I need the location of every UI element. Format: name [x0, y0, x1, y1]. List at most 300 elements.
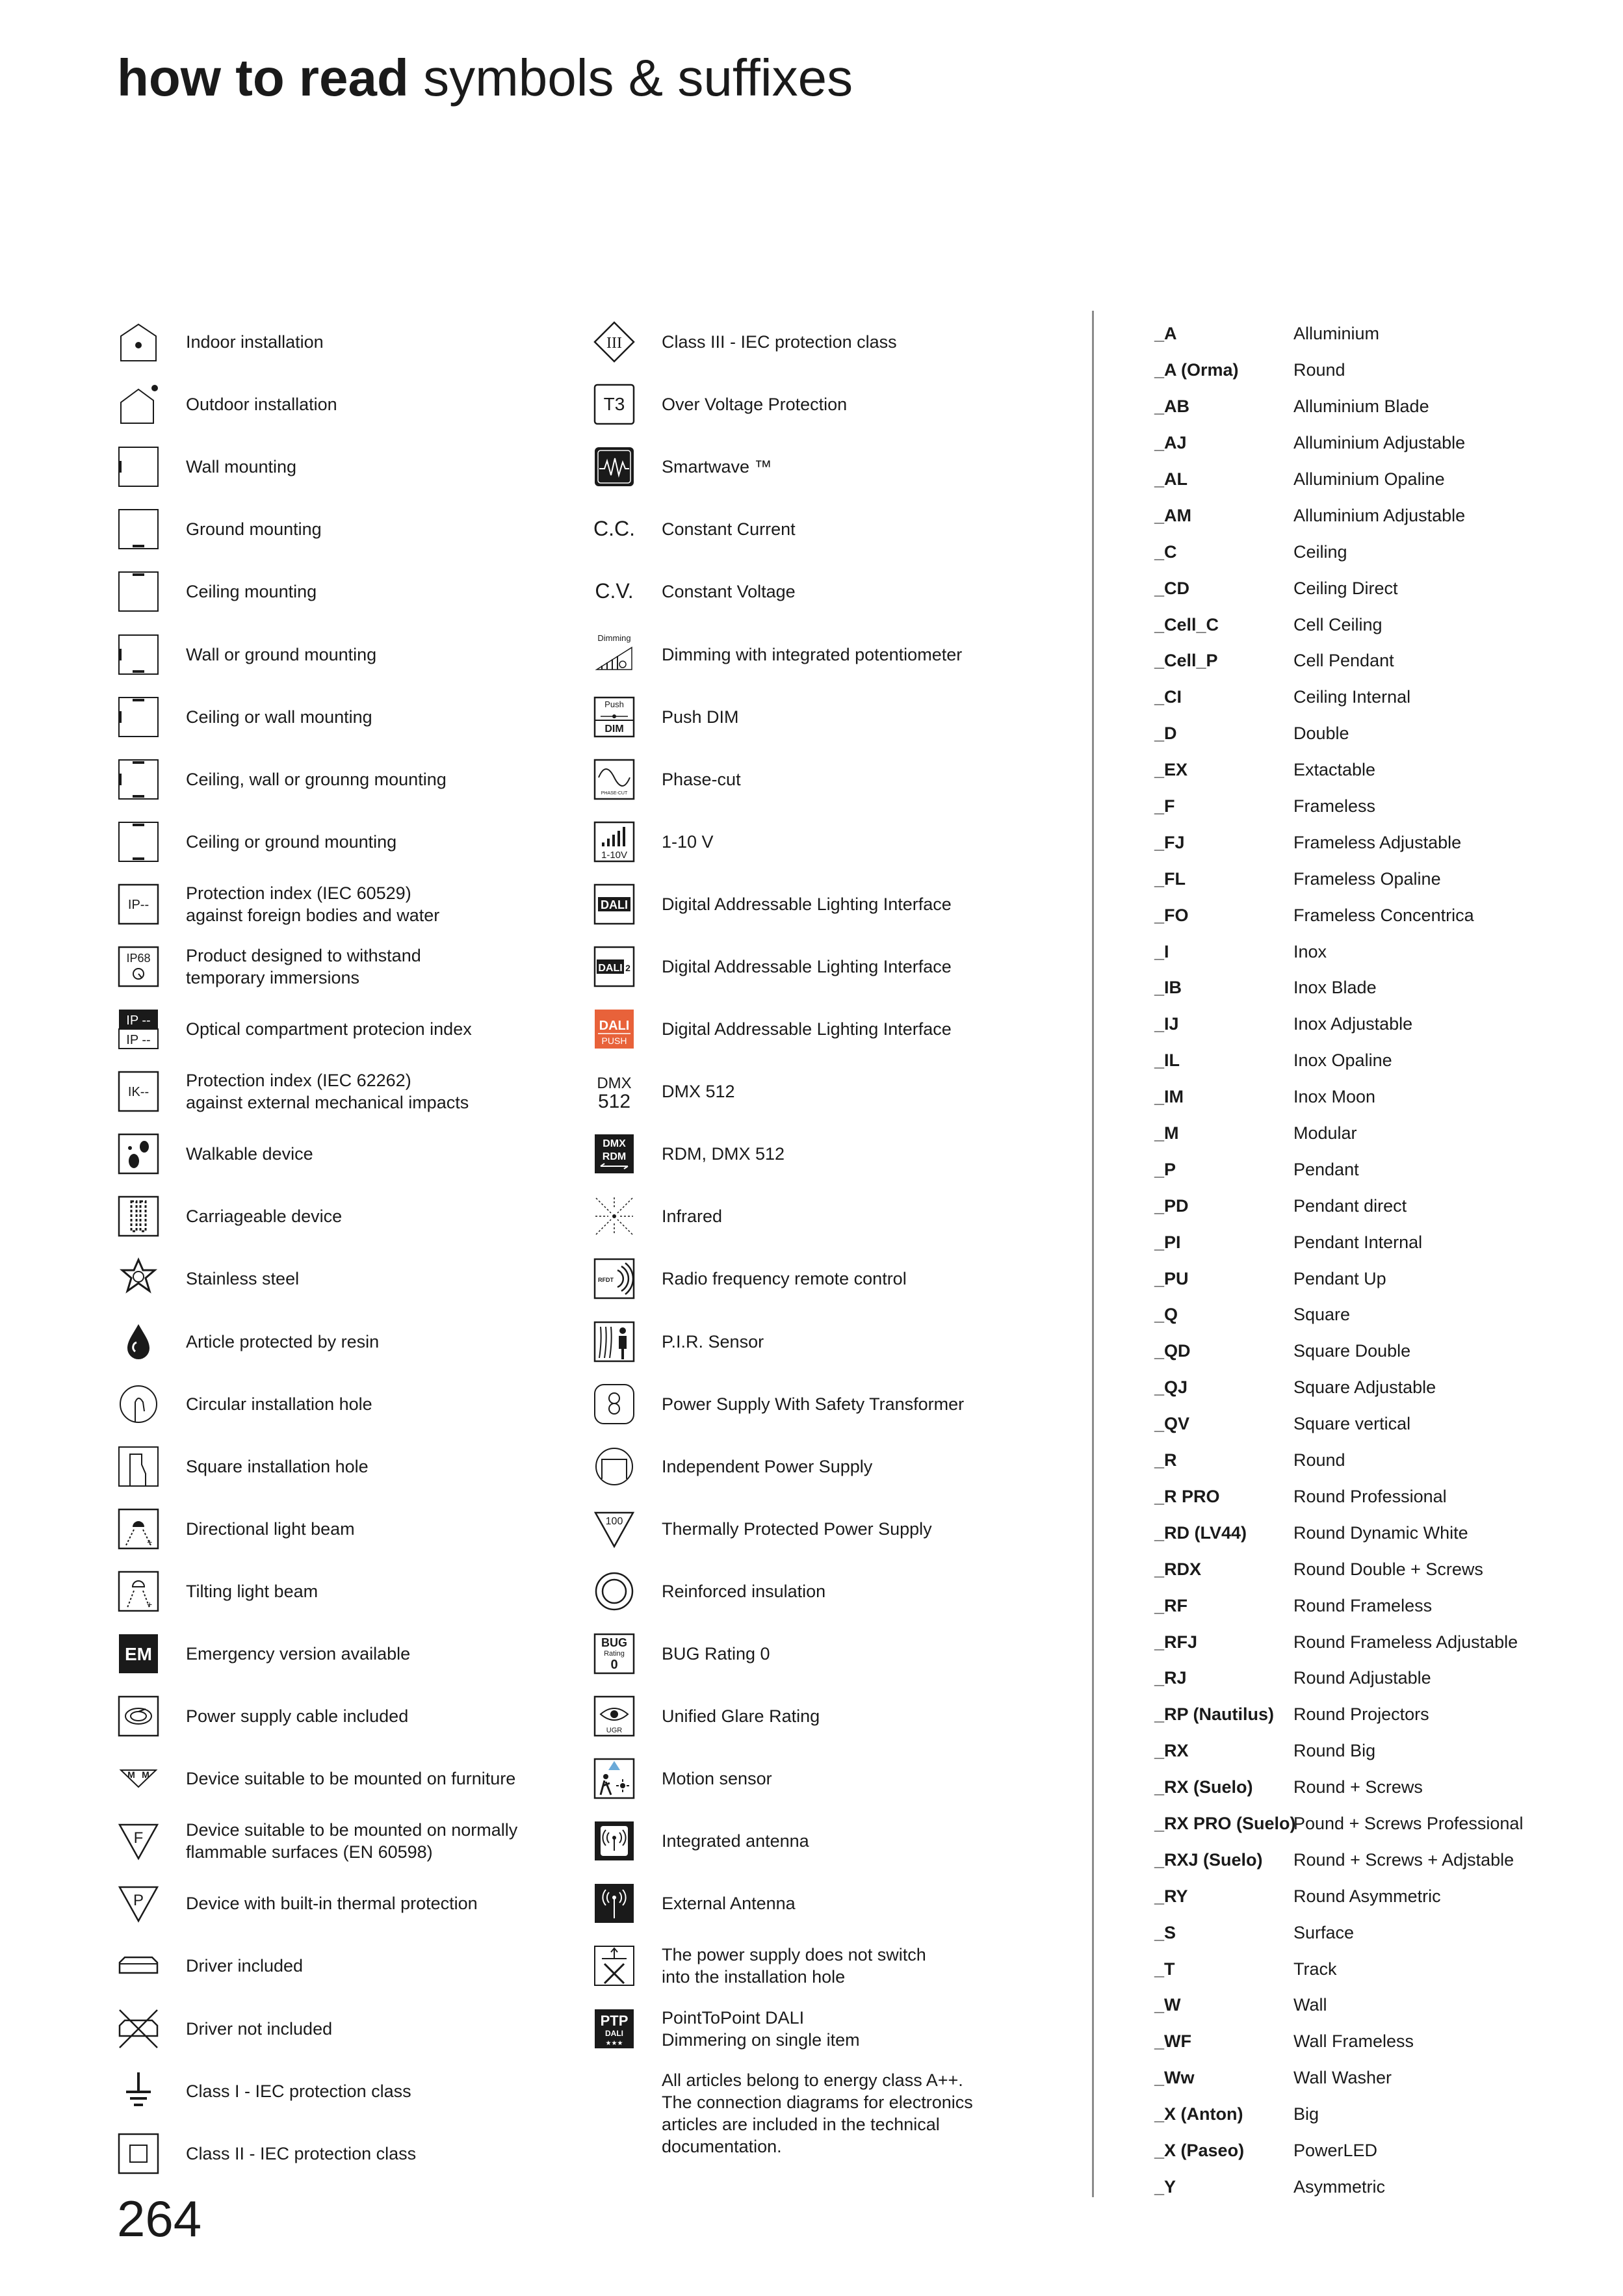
svg-text:BUG: BUG [601, 1636, 627, 1650]
suffix-row [1154, 2060, 1523, 2096]
furniture-mounting-icon [117, 1757, 160, 1800]
suffix-code: _IL [1154, 1050, 1180, 1071]
constant-voltage-icon [593, 570, 636, 613]
power-supply-no-switch-icon [593, 1944, 636, 1987]
suffix-code: _RX (Suelo) [1154, 1777, 1253, 1797]
over-voltage-icon [593, 383, 636, 426]
point-to-point-dali-icon [593, 2007, 636, 2050]
symbol-row [593, 623, 1048, 685]
directional-light-beam-icon [117, 1507, 160, 1550]
symbol-row [117, 2060, 565, 2122]
symbol-row [117, 436, 565, 498]
suffix-row [1154, 1914, 1523, 1951]
dali-push-icon [593, 1008, 636, 1050]
dimming-potentiometer-icon [593, 633, 636, 676]
symbol-label: Dimming with integrated potentiometer [662, 644, 963, 664]
suffix-meaning: Asymmetric [1293, 2176, 1385, 2197]
symbol-label: 1-10 V [662, 831, 714, 852]
svg-text:IP --: IP -- [126, 1013, 151, 1028]
suffix-row [1154, 1297, 1523, 1333]
1-10v-icon [593, 820, 636, 863]
suffix-row [1154, 1806, 1523, 1842]
suffix-row [1154, 1515, 1523, 1551]
suffix-meaning: Inox [1293, 941, 1327, 961]
stainless-steel-icon [117, 1257, 160, 1300]
title-bold: how to read [117, 49, 409, 107]
suffix-code: _FJ [1154, 832, 1185, 852]
suffix-row [1154, 389, 1523, 425]
suffix-code: _I [1154, 941, 1169, 961]
svg-text:DMX: DMX [597, 1075, 632, 1093]
symbol-label: RDM, DMX 512 [662, 1144, 785, 1164]
suffix-meaning: Round Professional [1293, 1486, 1447, 1506]
suffix-row [1154, 716, 1523, 752]
infrared-icon [593, 1195, 636, 1238]
suffix-code: _A (Orma) [1154, 360, 1239, 380]
rdm-dmx-icon [593, 1132, 636, 1175]
suffix-row [1154, 1587, 1523, 1624]
suffix-meaning: Frameless [1293, 796, 1376, 816]
symbol-label: The power supply does not switch into the installation hole [662, 1945, 926, 1987]
suffix-code: _AL [1154, 469, 1188, 489]
column-divider [1092, 311, 1094, 2197]
suffix-meaning: Pound + Screws Professional [1293, 1813, 1524, 1833]
suffix-code: _RXJ (Suelo) [1154, 1849, 1263, 1870]
suffix-code: _EX [1154, 760, 1188, 780]
driver-included-icon [117, 1944, 160, 1987]
symbol-row [593, 1311, 1048, 1373]
suffix-meaning: Round [1293, 360, 1345, 380]
symbol-row [593, 498, 1048, 560]
symbol-row [117, 1123, 565, 1185]
symbol-row [593, 311, 1048, 373]
symbol-label: Phase-cut [662, 769, 741, 789]
svg-text:T3: T3 [603, 394, 625, 415]
symbol-label: Carriageable device [186, 1207, 343, 1227]
suffix-code: _RP (Nautilus) [1154, 1704, 1275, 1725]
ip-protection-icon [117, 883, 160, 926]
suffix-meaning: Alluminium Blade [1293, 397, 1429, 417]
suffix-code: _QV [1154, 1414, 1190, 1434]
class-2-square-icon [117, 2132, 160, 2175]
symbol-row [117, 1060, 565, 1123]
energy-class-note: All articles belong to energy class A++. The connection diagrams for electronics articles are included in the technical documentation. [662, 2070, 973, 2156]
smartwave-icon [593, 445, 636, 488]
suffix-row [1154, 679, 1523, 716]
symbol-label: Independent Power Supply [662, 1456, 873, 1476]
phase-cut-icon [593, 758, 636, 801]
suffix-row [1154, 643, 1523, 679]
suffix-code: _CD [1154, 578, 1190, 598]
symbol-label: Motion sensor [662, 1769, 772, 1789]
suffix-meaning: Frameless Concentrica [1293, 905, 1474, 925]
suffix-meaning: Cell Ceiling [1293, 614, 1383, 634]
optical-compartment-ip-icon [117, 1008, 160, 1050]
svg-text:+: + [147, 1598, 153, 1610]
suffix-meaning: Round Asymmetric [1293, 1886, 1441, 1906]
suffix-code: _S [1154, 1922, 1176, 1942]
symbol-label: Device suitable to be mounted on normally flammable surfaces (EN 60598) [186, 1820, 518, 1862]
symbol-row [117, 1185, 565, 1247]
symbol-label: Tilting light beam [186, 1581, 318, 1601]
svg-text:DMX: DMX [603, 1138, 626, 1150]
svg-text:RFDT: RFDT [598, 1277, 614, 1284]
resin-protected-icon [117, 1320, 160, 1363]
suffix-row [1154, 1224, 1523, 1260]
symbol-row [117, 935, 565, 998]
symbol-row [593, 560, 1048, 623]
suffix-code: _Y [1154, 2176, 1176, 2197]
suffix-row [1154, 570, 1523, 607]
suffix-code: _IM [1154, 1087, 1184, 1107]
symbols-column-2 [593, 311, 1048, 2158]
suffix-meaning: Track [1293, 1959, 1337, 1979]
suffix-row [1154, 2133, 1523, 2169]
suffix-row [1154, 1151, 1523, 1188]
suffix-row [1154, 1697, 1523, 1733]
suffix-row [1154, 607, 1523, 643]
dali-icon [593, 883, 636, 926]
symbol-label: Constant Voltage [662, 582, 796, 602]
suffix-row [1154, 824, 1523, 861]
suffix-row [1154, 789, 1523, 825]
svg-text:0: 0 [610, 1658, 618, 1673]
svg-text:DIM: DIM [604, 723, 624, 735]
suffix-code: _QJ [1154, 1377, 1188, 1398]
unified-glare-icon [593, 1695, 636, 1738]
symbol-row [117, 560, 565, 623]
svg-text:PUSH: PUSH [601, 1036, 627, 1047]
suffix-row [1154, 933, 1523, 970]
svg-text:UGR: UGR [606, 1727, 623, 1735]
ip68-icon [117, 945, 160, 988]
suffix-row [1154, 1624, 1523, 1660]
suffix-meaning: Alluminium Adjustable [1293, 433, 1466, 453]
suffix-code: _RD (LV44) [1154, 1522, 1247, 1543]
suffix-meaning: Big [1293, 2104, 1319, 2124]
symbol-row [593, 686, 1048, 748]
suffix-meaning: Square [1293, 1305, 1351, 1325]
suffix-code: _Ww [1154, 2068, 1195, 2088]
suffix-meaning: Frameless Adjustable [1293, 832, 1462, 852]
symbol-row [593, 748, 1048, 811]
symbol-row [593, 1872, 1048, 1935]
symbol-label: Wall or ground mounting [186, 644, 377, 664]
suffix-meaning: Pendant direct [1293, 1195, 1407, 1216]
symbols-column-1 [117, 311, 565, 2185]
suffix-code: _Cell_C [1154, 614, 1219, 634]
suffix-meaning: Frameless Opaline [1293, 868, 1441, 889]
symbol-label: Integrated antenna [662, 1831, 809, 1851]
suffix-row [1154, 352, 1523, 389]
suffix-code: _RX PRO (Suelo) [1154, 1813, 1296, 1833]
tilting-light-beam-icon [117, 1570, 160, 1613]
suffix-meaning: Inox Opaline [1293, 1050, 1392, 1071]
symbol-label: DMX 512 [662, 1082, 735, 1102]
symbol-row [593, 873, 1048, 935]
emergency-version-icon [117, 1632, 160, 1675]
svg-text:2: 2 [625, 962, 630, 973]
suffix-code: _AM [1154, 505, 1192, 525]
suffix-row [1154, 1769, 1523, 1806]
svg-text:C.C.: C.C. [593, 517, 635, 541]
suffix-row [1154, 1479, 1523, 1515]
symbol-label: Device suitable to be mounted on furniture [186, 1769, 516, 1789]
suffix-code: _RFJ [1154, 1632, 1198, 1652]
svg-text:+: + [147, 1536, 153, 1547]
symbol-row [593, 935, 1048, 998]
symbol-label: Digital Addressable Lighting Interface [662, 1019, 952, 1039]
suffix-meaning: Inox Adjustable [1293, 1014, 1413, 1034]
suffix-meaning: Double [1293, 724, 1349, 744]
power-supply-cable-icon [117, 1695, 160, 1738]
symbol-row [117, 1435, 565, 1498]
symbol-label: Directional light beam [186, 1519, 355, 1539]
suffix-meaning: Inox Blade [1293, 978, 1377, 998]
suffix-row [1154, 970, 1523, 1006]
svg-text:PHASE-CUT: PHASE-CUT [601, 790, 628, 796]
suffix-code: _C [1154, 541, 1177, 562]
symbol-label: Power Supply With Safety Transformer [662, 1394, 965, 1414]
constant-current-icon [593, 508, 636, 551]
suffix-meaning: Round Projectors [1293, 1704, 1429, 1725]
suffix-row [1154, 1333, 1523, 1370]
symbol-label: Smartwave ™ [662, 457, 772, 477]
symbol-row [593, 811, 1048, 873]
suffix-meaning: Alluminium [1293, 324, 1380, 344]
symbol-row [593, 998, 1048, 1060]
suffix-code: _X (Anton) [1154, 2104, 1243, 2124]
symbol-row [593, 373, 1048, 436]
suffix-row [1154, 1006, 1523, 1043]
independent-power-supply-icon [593, 1445, 636, 1488]
suffix-row [1154, 425, 1523, 462]
indoor-installation-icon [117, 320, 160, 363]
suffix-code: _AJ [1154, 433, 1187, 453]
suffix-row [1154, 534, 1523, 570]
symbol-row [593, 1435, 1048, 1498]
symbol-label: Reinforced insulation [662, 1581, 826, 1601]
suffix-code: _X (Paseo) [1154, 2140, 1245, 2160]
symbol-row [117, 1747, 565, 1810]
svg-text:P: P [133, 1892, 144, 1910]
svg-text:F: F [133, 1829, 144, 1847]
bug-rating-icon [593, 1632, 636, 1675]
square-installation-hole-icon [117, 1445, 160, 1488]
suffix-meaning: Wall Frameless [1293, 2031, 1414, 2052]
svg-text:M: M [142, 1769, 149, 1781]
symbol-row [593, 1498, 1048, 1560]
symbol-label: Power supply cable included [186, 1706, 409, 1727]
suffix-row [1154, 897, 1523, 933]
suffix-meaning: Ceiling [1293, 541, 1347, 562]
symbol-label: Constant Current [662, 519, 796, 540]
svg-text:IP68: IP68 [126, 951, 151, 965]
symbol-row [593, 1685, 1048, 1747]
suffix-meaning: Square vertical [1293, 1414, 1411, 1434]
symbol-row [117, 811, 565, 873]
symbol-row [593, 1185, 1048, 1247]
svg-text:IK--: IK-- [127, 1085, 149, 1100]
suffix-row [1154, 1043, 1523, 1079]
suffix-code: _QD [1154, 1341, 1191, 1361]
symbol-label: Class III - IEC protection class [662, 332, 897, 352]
svg-text:PTP: PTP [600, 2012, 629, 2029]
symbol-row [117, 1685, 565, 1747]
symbol-row [593, 436, 1048, 498]
symbol-row [117, 1311, 565, 1373]
svg-text:★★★: ★★★ [605, 2039, 623, 2047]
push-dim-icon [593, 696, 636, 738]
suffix-code: _PD [1154, 1195, 1189, 1216]
symbol-label: Ceiling or wall mounting [186, 707, 372, 727]
suffix-row [1154, 1878, 1523, 1914]
symbol-label: Radio frequency remote control [662, 1269, 907, 1289]
symbol-row [117, 686, 565, 748]
dali-2-icon [593, 945, 636, 988]
suffix-code: _RX [1154, 1741, 1189, 1761]
thermally-protected-icon [593, 1507, 636, 1550]
suffix-meaning: Surface [1293, 1922, 1355, 1942]
suffix-code: _IJ [1154, 1014, 1179, 1034]
integrated-antenna-icon [593, 1820, 636, 1862]
symbol-label: Class II - IEC protection class [186, 2143, 417, 2163]
pir-sensor-icon [593, 1320, 636, 1363]
suffix-row [1154, 1188, 1523, 1224]
suffix-meaning: PowerLED [1293, 2140, 1378, 2160]
svg-text:IP--: IP-- [127, 897, 149, 912]
thermal-protection-icon [117, 1882, 160, 1925]
suffix-code: _RJ [1154, 1668, 1187, 1688]
symbol-label: Over Voltage Protection [662, 395, 848, 415]
suffix-meaning: Round Dynamic White [1293, 1522, 1468, 1543]
suffix-row [1154, 1660, 1523, 1697]
suffix-meaning: Square Double [1293, 1341, 1411, 1361]
symbol-label: Unified Glare Rating [662, 1706, 820, 1727]
suffix-row [1154, 1842, 1523, 1878]
svg-text:100: 100 [605, 1515, 623, 1527]
suffix-meaning: Round Frameless Adjustable [1293, 1632, 1518, 1652]
ground-mounting-icon [117, 508, 160, 551]
suffix-row [1154, 2024, 1523, 2060]
symbol-row [117, 1373, 565, 1435]
suffix-list [1154, 316, 1523, 2205]
symbol-row [117, 998, 565, 1060]
symbol-row [117, 498, 565, 560]
svg-text:IP --: IP -- [126, 1033, 151, 1048]
symbol-row [593, 1810, 1048, 1872]
suffix-meaning: Round Adjustable [1293, 1668, 1431, 1688]
suffix-code: _D [1154, 724, 1177, 744]
suffix-meaning: Ceiling Internal [1293, 687, 1411, 707]
suffix-code: _PI [1154, 1232, 1181, 1252]
suffix-meaning: Round Frameless [1293, 1595, 1433, 1615]
symbol-label: Ground mounting [186, 519, 322, 540]
svg-text:Dimming: Dimming [597, 633, 631, 643]
suffix-row [1154, 2169, 1523, 2205]
suffix-code: _F [1154, 796, 1175, 816]
svg-text:Push: Push [604, 699, 624, 709]
svg-text:Rating: Rating [604, 1650, 625, 1658]
symbol-label: Ceiling or ground mounting [186, 831, 397, 852]
symbol-row [117, 311, 565, 373]
radio-frequency-icon [593, 1257, 636, 1300]
ceiling-wall-ground-mounting-icon [117, 758, 160, 801]
symbol-row [593, 1747, 1048, 1810]
suffix-row [1154, 752, 1523, 789]
class-3-diamond-icon [593, 320, 636, 363]
suffix-row [1154, 2096, 1523, 2133]
suffix-meaning: Round Double + Screws [1293, 1559, 1483, 1579]
symbol-label: Protection index (IEC 60529) against foreign bodies and water [186, 883, 440, 925]
reinforced-insulation-icon [593, 1570, 636, 1613]
suffix-code: _FL [1154, 868, 1186, 889]
symbol-row [117, 1810, 565, 1872]
symbol-row [593, 1247, 1048, 1310]
svg-text:DALI: DALI [601, 898, 628, 911]
symbol-row [117, 873, 565, 935]
svg-text:RDM: RDM [602, 1151, 627, 1163]
suffix-meaning: Square Adjustable [1293, 1377, 1436, 1398]
suffix-code: _RDX [1154, 1559, 1202, 1579]
title-rest: symbols & suffixes [423, 49, 853, 107]
page-number: 264 [117, 2190, 202, 2247]
outdoor-installation-icon [117, 383, 160, 426]
symbol-label: Circular installation hole [186, 1394, 372, 1414]
svg-text:DALI: DALI [605, 2028, 623, 2038]
symbol-label: Outdoor installation [186, 395, 337, 415]
symbol-label: Driver included [186, 1956, 304, 1976]
symbol-row [117, 1623, 565, 1685]
symbol-row [117, 1872, 565, 1935]
suffix-row [1154, 316, 1523, 352]
symbol-row [117, 1935, 565, 1997]
wall-mounting-icon [117, 445, 160, 488]
svg-text:III: III [606, 335, 622, 352]
symbol-label: Stainless steel [186, 1269, 300, 1289]
svg-text:EM: EM [125, 1644, 152, 1665]
symbol-label: Walkable device [186, 1144, 313, 1164]
circular-installation-hole-icon [117, 1383, 160, 1426]
symbol-label: Class I - IEC protection class [186, 2081, 411, 2101]
symbol-row [117, 1998, 565, 2060]
symbol-row [593, 1935, 1048, 1997]
suffix-code: _WF [1154, 2031, 1191, 2052]
ceiling-or-ground-mounting-icon [117, 820, 160, 863]
ik-protection-icon [117, 1070, 160, 1113]
suffix-meaning: Extactable [1293, 760, 1376, 780]
svg-text:DALI: DALI [598, 962, 623, 974]
flammable-surfaces-icon [117, 1820, 160, 1862]
suffix-row [1154, 1406, 1523, 1442]
suffix-row [1154, 1442, 1523, 1479]
suffix-meaning: Pendant [1293, 1159, 1359, 1179]
carriageable-device-icon [117, 1195, 160, 1238]
dmx-512-icon [593, 1070, 636, 1113]
suffix-meaning: Alluminium Adjustable [1293, 505, 1466, 525]
symbol-label: Digital Addressable Lighting Interface [662, 894, 952, 914]
suffix-row [1154, 1260, 1523, 1297]
suffix-code: _Q [1154, 1305, 1178, 1325]
suffix-row [1154, 1370, 1523, 1406]
suffix-code: _T [1154, 1959, 1175, 1979]
symbol-label: Infrared [662, 1207, 723, 1227]
symbol-label: Thermally Protected Power Supply [662, 1519, 932, 1539]
suffix-code: _R [1154, 1450, 1177, 1470]
symbol-label: Digital Addressable Lighting Interface [662, 956, 952, 976]
suffix-code: _RY [1154, 1886, 1188, 1906]
symbol-label: Product designed to withstand temporary immersions [186, 945, 421, 987]
